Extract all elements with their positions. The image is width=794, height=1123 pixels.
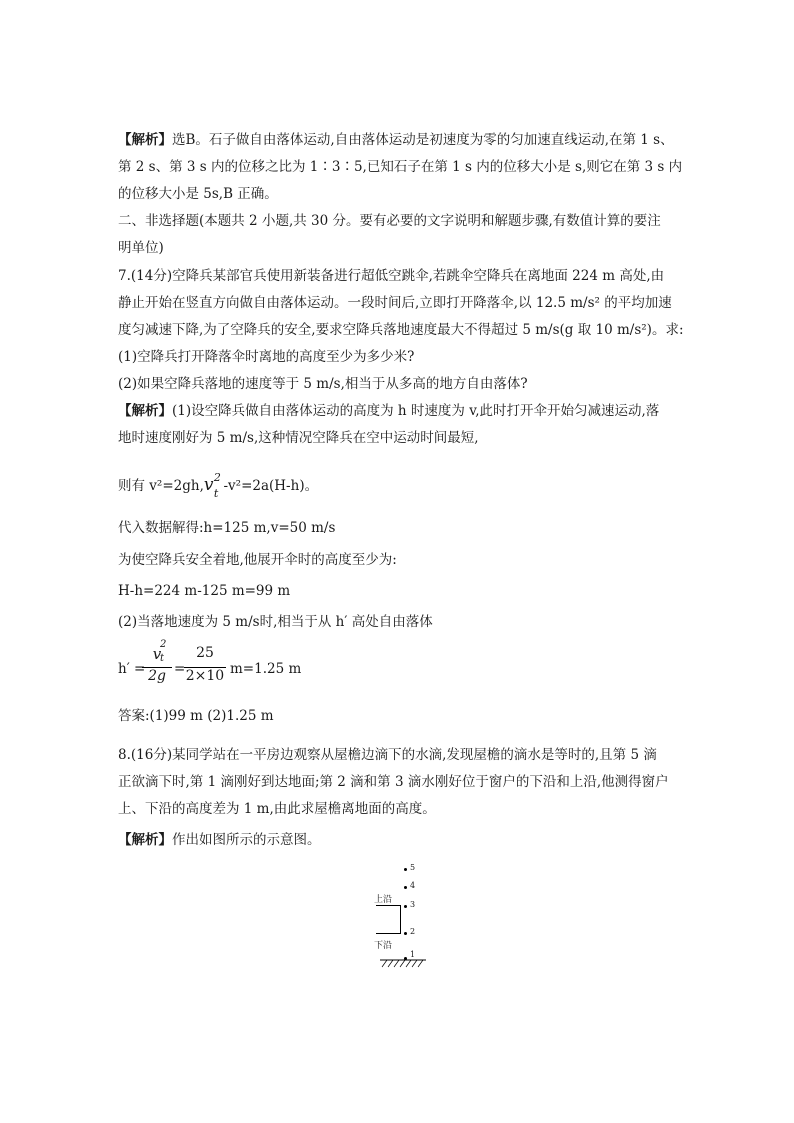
- drop-2: [404, 932, 407, 935]
- sub-question-1: (1)空降兵打开降落伞时离地的高度至少为多少米?: [118, 349, 415, 365]
- sub-question-2: (2)如果空降兵落地的速度等于 5 m/s,相当于从多高的地方自由落体?: [118, 376, 528, 392]
- fraction-1: v 2 t 2g: [142, 645, 172, 684]
- section-heading: 二、非选择题(本题共 2 小题,共 30 分。要有必要的文字说明和解题步骤,有数值计算的要注: [118, 213, 661, 229]
- text-line: 的位移大小是 5s,B 正确。: [118, 186, 278, 202]
- text-line: 为使空降兵安全着地,他展开伞时的高度至少为:: [118, 552, 397, 568]
- ground-hatch: [380, 959, 426, 968]
- text-line: 【解析】作出如图所示的示意图。: [118, 832, 321, 848]
- window-outline: [376, 905, 401, 934]
- upper-edge-label: 上沿: [374, 895, 393, 905]
- text-line: 代入数据解得:h=125 m,v=50 m/s: [118, 520, 336, 536]
- question-7: 7.(14分)空降兵某部官兵使用新装备进行超低空跳伞,若跳伞空降兵在离地面 224 m 高处,由: [118, 268, 665, 284]
- vt-squared: v 2 t: [203, 471, 221, 500]
- analysis-tag: 【解析】: [118, 403, 172, 419]
- text-line: 地时速度刚好为 5 m/s,这种情况空降兵在空中运动时间最短,: [118, 430, 479, 446]
- text-line: 明单位): [118, 240, 164, 256]
- lower-edge-label: 下沿: [374, 941, 393, 951]
- text-line: H-h=224 m-125 m=99 m: [118, 583, 291, 599]
- drop-4: [404, 886, 407, 889]
- text-line: 正欲滴下时,第 1 滴刚好到达地面;第 2 滴和第 3 滴水刚好位于窗户的下沿和上沿,他测得窗户: [118, 774, 669, 790]
- formula-line: 则有 v²=2gh,v 2 t -v²=2a(H-h)。: [118, 471, 319, 500]
- text-line: 静止开始在竖直方向做自由落体运动。一段时间后,立即打开降落伞,以 12.5 m/s² 的平均加速: [118, 295, 672, 311]
- drop-5: [404, 868, 407, 871]
- text-line: 【解析】(1)设空降兵做自由落体运动的高度为 h 时速度为 v,此时打开伞开始匀减速运动,落: [118, 403, 660, 419]
- analysis-tag: 【解析】: [118, 832, 172, 848]
- formula-h-prime: h′ = v 2 t 2g = 25 2×10 m=1.25 m: [118, 639, 302, 684]
- text-line: (2)当落地速度为 5 m/s时,相当于从 h′ 高处自由落体: [118, 614, 433, 630]
- window-drop-diagram: 上沿 下沿 5 4 3 2 1: [366, 858, 432, 970]
- text-line: 【解析】选B。石子做自由落体运动,自由落体运动是初速度为零的匀加速直线运动,在第 1 s、: [118, 132, 674, 148]
- text-line: 上、下沿的高度差为 1 m,由此求屋檐离地面的高度。: [118, 801, 436, 817]
- text-line: 度匀减速下降,为了空降兵的安全,要求空降兵落地速度最大不得超过 5 m/s(g 取 10 m/s²)。求:: [118, 322, 684, 338]
- drop-3: [404, 905, 407, 908]
- fraction-2: 25 2×10: [185, 645, 225, 684]
- analysis-tag: 【解析】: [118, 132, 172, 148]
- text-line: 第 2 s、第 3 s 内的位移之比为 1∶3∶5,已知石子在第 1 s 内的位移大小是 s,则它在第 3 s 内: [118, 159, 683, 175]
- question-8: 8.(16分)某同学站在一平房边观察从屋檐边滴下的水滴,发现屋檐的滴水是等时的,且第 5 滴: [118, 747, 657, 763]
- answer-line: 答案:(1)99 m (2)1.25 m: [118, 708, 274, 724]
